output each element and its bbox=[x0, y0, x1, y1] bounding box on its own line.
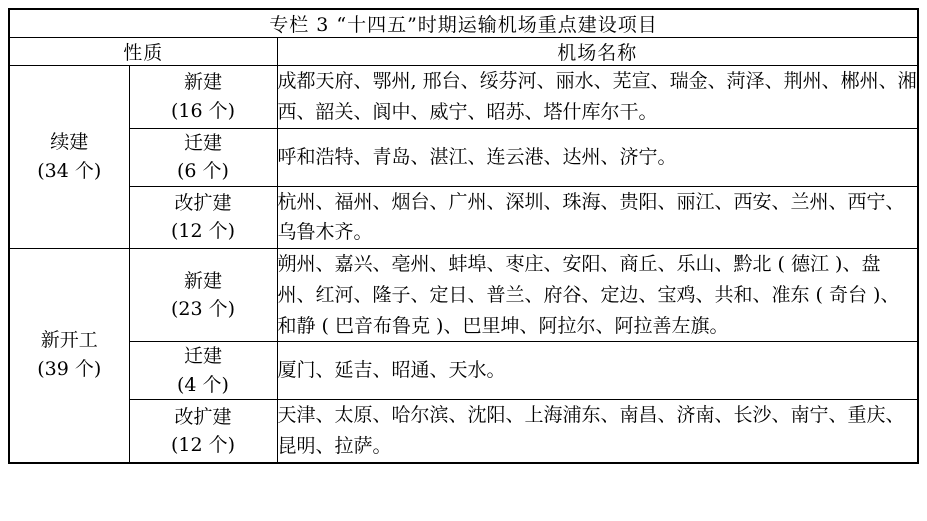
kind-label bbox=[129, 66, 277, 129]
kind-label bbox=[129, 128, 277, 186]
kind-count: (4 个) bbox=[177, 373, 229, 396]
kind-label bbox=[129, 186, 277, 249]
table-row bbox=[9, 66, 918, 129]
table-row bbox=[9, 400, 918, 463]
kind-count: (12 个) bbox=[170, 434, 236, 457]
kind-label bbox=[129, 249, 277, 342]
kind-name: 迁建 bbox=[183, 345, 222, 368]
airport-list: 天津、太原、哈尔滨、沈阳、上海浦东、南昌、济南、长沙、南宁、重庆、昆明、拉萨。 bbox=[277, 400, 918, 463]
group-count: (34 个) bbox=[37, 160, 102, 183]
table-row bbox=[9, 128, 918, 186]
header-nature: 性质 bbox=[9, 38, 277, 66]
kind-count: (12 个) bbox=[170, 220, 236, 243]
table-row bbox=[9, 249, 918, 342]
group-name: 新开工 bbox=[40, 329, 98, 352]
airport-projects-table bbox=[8, 8, 919, 464]
kind-count: (16 个) bbox=[170, 99, 236, 122]
table-title-row bbox=[9, 9, 918, 38]
airport-list: 成都天府、鄂州, 邢台、绥芬河、丽水、芜宣、瑞金、菏泽、荆州、郴州、湘西、韶关、阆中、威宁、昭苏、塔什库尔干。 bbox=[277, 66, 918, 129]
kind-label bbox=[129, 400, 277, 463]
group-label-new-start bbox=[9, 249, 129, 463]
kind-count: (6 个) bbox=[177, 160, 229, 183]
airport-list: 厦门、延吉、昭通、天水。 bbox=[277, 342, 918, 400]
group-label-continuing bbox=[9, 66, 129, 249]
table-row bbox=[9, 342, 918, 400]
group-count: (39 个) bbox=[37, 358, 102, 381]
kind-label bbox=[129, 342, 277, 400]
header-airport-names: 机场名称 bbox=[277, 38, 918, 66]
airport-list: 呼和浩特、青岛、湛江、连云港、达州、济宁。 bbox=[277, 128, 918, 186]
kind-count: (23 个) bbox=[170, 298, 236, 321]
table-row bbox=[9, 186, 918, 249]
table-header-row bbox=[9, 38, 918, 66]
airport-list: 朔州、嘉兴、亳州、蚌埠、枣庄、安阳、商丘、乐山、黔北 ( 德江 )、盘州、红河、隆子、定日、普兰、府谷、定边、宝鸡、共和、准东 ( 奇台 )、和静 ( 巴音布鲁克 )、巴里坤、阿拉尔、阿拉善左旗。 bbox=[277, 249, 918, 342]
group-name: 续建 bbox=[50, 130, 89, 153]
kind-name: 迁建 bbox=[183, 131, 222, 154]
table-title: 专栏 3 “十四五”时期运输机场重点建设项目 bbox=[9, 9, 918, 38]
airport-list: 杭州、福州、烟台、广州、深圳、珠海、贵阳、丽江、西安、兰州、西宁、乌鲁木齐。 bbox=[277, 186, 918, 249]
kind-name: 改扩建 bbox=[174, 405, 232, 428]
kind-name: 新建 bbox=[183, 269, 222, 292]
kind-name: 改扩建 bbox=[174, 191, 232, 214]
kind-name: 新建 bbox=[183, 71, 222, 94]
